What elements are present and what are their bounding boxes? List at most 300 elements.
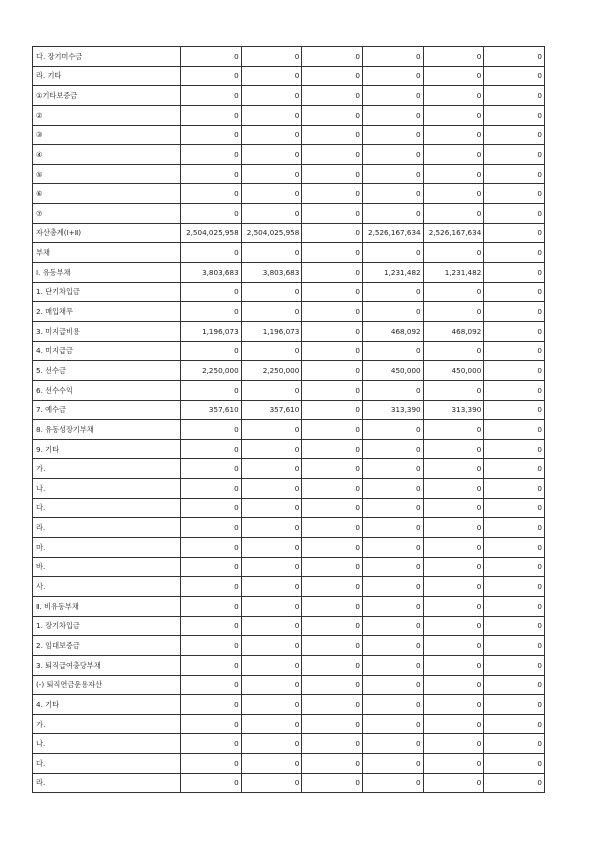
cell-value: 0: [484, 282, 545, 302]
cell-value: 0: [484, 538, 545, 558]
table-row: [33, 557, 545, 577]
cell-value: 0: [423, 754, 484, 774]
cell-value: 0: [484, 125, 545, 145]
cell-value: 0: [241, 380, 302, 400]
cell-value: 0: [302, 105, 363, 125]
balance-sheet-table: [32, 46, 545, 793]
cell-value: 0: [484, 636, 545, 656]
cell-value: 0: [181, 518, 242, 538]
cell-value: 0: [241, 518, 302, 538]
table-row: [33, 361, 545, 381]
cell-value: 0: [241, 145, 302, 165]
cell-value: 0: [423, 459, 484, 479]
cell-value: 357,610: [241, 400, 302, 420]
cell-value: 0: [362, 459, 423, 479]
cell-value: 0: [484, 675, 545, 695]
cell-value: 0: [181, 243, 242, 263]
row-label: 8. 유동성장기부채: [33, 420, 181, 440]
cell-value: 0: [241, 86, 302, 106]
cell-value: 0: [423, 655, 484, 675]
cell-value: 0: [241, 734, 302, 754]
cell-value: 0: [181, 498, 242, 518]
table-row: [33, 380, 545, 400]
cell-value: 0: [362, 714, 423, 734]
cell-value: 0: [423, 498, 484, 518]
row-label: 9. 기타: [33, 439, 181, 459]
table-row: [33, 420, 545, 440]
cell-value: 0: [241, 596, 302, 616]
cell-value: 0: [484, 66, 545, 86]
table-row: [33, 66, 545, 86]
table-body: [33, 47, 545, 793]
cell-value: 0: [362, 47, 423, 67]
table-row: [33, 302, 545, 322]
cell-value: 0: [302, 714, 363, 734]
cell-value: 0: [181, 577, 242, 597]
cell-value: 0: [362, 655, 423, 675]
cell-value: 2,250,000: [241, 361, 302, 381]
cell-value: 0: [423, 420, 484, 440]
cell-value: 0: [302, 636, 363, 656]
cell-value: 313,390: [423, 400, 484, 420]
cell-value: 0: [423, 596, 484, 616]
cell-value: 0: [241, 459, 302, 479]
cell-value: 3,803,683: [181, 263, 242, 283]
row-label: ⑥: [33, 184, 181, 204]
cell-value: 0: [362, 204, 423, 224]
cell-value: 0: [362, 773, 423, 793]
cell-value: 0: [302, 439, 363, 459]
cell-value: 0: [484, 734, 545, 754]
cell-value: 0: [302, 557, 363, 577]
table-row: [33, 321, 545, 341]
row-label: 3. 퇴직급여충당부채: [33, 655, 181, 675]
cell-value: 0: [241, 655, 302, 675]
cell-value: 0: [302, 321, 363, 341]
cell-value: 0: [423, 479, 484, 499]
cell-value: 0: [484, 302, 545, 322]
cell-value: 0: [423, 557, 484, 577]
cell-value: 0: [181, 655, 242, 675]
cell-value: 0: [484, 204, 545, 224]
cell-value: 0: [362, 243, 423, 263]
cell-value: 0: [484, 518, 545, 538]
cell-value: 0: [181, 86, 242, 106]
cell-value: 0: [181, 754, 242, 774]
cell-value: 0: [484, 577, 545, 597]
cell-value: 2,526,167,634: [362, 223, 423, 243]
table-row: [33, 341, 545, 361]
cell-value: 0: [181, 734, 242, 754]
cell-value: 2,504,025,958: [181, 223, 242, 243]
cell-value: 0: [362, 184, 423, 204]
cell-value: 0: [241, 636, 302, 656]
cell-value: 0: [423, 616, 484, 636]
cell-value: 0: [241, 557, 302, 577]
cell-value: 0: [302, 400, 363, 420]
cell-value: 0: [181, 773, 242, 793]
cell-value: 0: [484, 714, 545, 734]
cell-value: 0: [362, 380, 423, 400]
cell-value: 0: [302, 420, 363, 440]
cell-value: 2,250,000: [181, 361, 242, 381]
table-row: [33, 479, 545, 499]
row-label: 4. 기타: [33, 695, 181, 715]
cell-value: 0: [181, 479, 242, 499]
cell-value: 0: [423, 204, 484, 224]
cell-value: 0: [302, 773, 363, 793]
cell-value: 0: [181, 302, 242, 322]
cell-value: 0: [484, 439, 545, 459]
cell-value: 0: [484, 596, 545, 616]
row-label: (-) 퇴직연금운용자산: [33, 675, 181, 695]
cell-value: 2,526,167,634: [423, 223, 484, 243]
cell-value: 0: [241, 479, 302, 499]
cell-value: 0: [302, 282, 363, 302]
cell-value: 0: [302, 361, 363, 381]
cell-value: 1,231,482: [423, 263, 484, 283]
cell-value: 1,231,482: [362, 263, 423, 283]
row-label: 7. 예수금: [33, 400, 181, 420]
table-row: [33, 577, 545, 597]
cell-value: 0: [241, 754, 302, 774]
cell-value: 0: [484, 420, 545, 440]
table-row: [33, 695, 545, 715]
cell-value: 0: [362, 105, 423, 125]
row-label: Ⅱ. 비유동부채: [33, 596, 181, 616]
row-label: Ⅰ. 유동부채: [33, 263, 181, 283]
cell-value: 0: [423, 518, 484, 538]
row-label: 다. 장기미수금: [33, 47, 181, 67]
table-row: [33, 125, 545, 145]
cell-value: 0: [302, 479, 363, 499]
table-row: [33, 86, 545, 106]
cell-value: 0: [241, 66, 302, 86]
cell-value: 0: [423, 636, 484, 656]
table-row: [33, 263, 545, 283]
cell-value: 0: [241, 184, 302, 204]
cell-value: 0: [362, 636, 423, 656]
row-label: ④: [33, 145, 181, 165]
row-label: ②: [33, 105, 181, 125]
cell-value: 0: [423, 577, 484, 597]
cell-value: 0: [484, 361, 545, 381]
row-label: 자산총계(Ⅰ+Ⅱ): [33, 223, 181, 243]
cell-value: 0: [302, 66, 363, 86]
cell-value: 0: [181, 282, 242, 302]
table-row: [33, 282, 545, 302]
cell-value: 0: [362, 145, 423, 165]
row-label: 사.: [33, 577, 181, 597]
cell-value: 468,092: [362, 321, 423, 341]
cell-value: 0: [181, 164, 242, 184]
balance-sheet: [32, 46, 544, 793]
cell-value: 0: [423, 773, 484, 793]
cell-value: 0: [302, 577, 363, 597]
cell-value: 0: [362, 439, 423, 459]
cell-value: 0: [423, 47, 484, 67]
cell-value: 0: [241, 164, 302, 184]
cell-value: 0: [423, 86, 484, 106]
cell-value: 0: [484, 616, 545, 636]
row-label: 1. 단기차입금: [33, 282, 181, 302]
cell-value: 0: [362, 86, 423, 106]
cell-value: 0: [423, 164, 484, 184]
cell-value: 0: [181, 714, 242, 734]
cell-value: 0: [484, 47, 545, 67]
table-row: [33, 734, 545, 754]
cell-value: 0: [302, 675, 363, 695]
cell-value: 0: [241, 773, 302, 793]
row-label: 가.: [33, 459, 181, 479]
cell-value: 0: [423, 734, 484, 754]
cell-value: 0: [362, 498, 423, 518]
cell-value: 0: [362, 164, 423, 184]
cell-value: 0: [423, 184, 484, 204]
cell-value: 0: [181, 695, 242, 715]
cell-value: 0: [302, 655, 363, 675]
cell-value: 0: [423, 380, 484, 400]
cell-value: 0: [302, 459, 363, 479]
cell-value: 0: [181, 66, 242, 86]
cell-value: 0: [241, 577, 302, 597]
cell-value: 0: [181, 439, 242, 459]
cell-value: 0: [484, 479, 545, 499]
cell-value: 0: [484, 459, 545, 479]
cell-value: 0: [302, 302, 363, 322]
row-label: 라.: [33, 518, 181, 538]
cell-value: 0: [241, 204, 302, 224]
cell-value: 3,803,683: [241, 263, 302, 283]
cell-value: 0: [181, 459, 242, 479]
cell-value: 0: [423, 125, 484, 145]
cell-value: 0: [302, 341, 363, 361]
cell-value: 1,196,073: [241, 321, 302, 341]
row-label: 부채: [33, 243, 181, 263]
cell-value: 0: [181, 125, 242, 145]
cell-value: 0: [484, 695, 545, 715]
cell-value: 0: [302, 184, 363, 204]
cell-value: 0: [484, 380, 545, 400]
row-label: 나.: [33, 479, 181, 499]
cell-value: 450,000: [362, 361, 423, 381]
cell-value: 0: [302, 125, 363, 145]
cell-value: 0: [181, 47, 242, 67]
table-row: [33, 754, 545, 774]
cell-value: 0: [362, 616, 423, 636]
table-row: [33, 675, 545, 695]
table-row: [33, 439, 545, 459]
cell-value: 0: [241, 616, 302, 636]
cell-value: 0: [423, 66, 484, 86]
cell-value: 0: [484, 341, 545, 361]
cell-value: 0: [484, 773, 545, 793]
table-row: [33, 145, 545, 165]
cell-value: 0: [484, 164, 545, 184]
row-label: 2. 임대보증금: [33, 636, 181, 656]
cell-value: 0: [484, 498, 545, 518]
cell-value: 0: [181, 105, 242, 125]
row-label: ⑦: [33, 204, 181, 224]
table-row: [33, 773, 545, 793]
cell-value: 0: [302, 518, 363, 538]
cell-value: 0: [362, 125, 423, 145]
cell-value: 0: [181, 596, 242, 616]
cell-value: 0: [181, 616, 242, 636]
cell-value: 0: [302, 616, 363, 636]
cell-value: 0: [181, 557, 242, 577]
row-label: 4. 미지급금: [33, 341, 181, 361]
cell-value: 0: [181, 380, 242, 400]
cell-value: 0: [241, 105, 302, 125]
cell-value: 0: [362, 695, 423, 715]
table-row: [33, 47, 545, 67]
cell-value: 0: [241, 675, 302, 695]
cell-value: 0: [362, 420, 423, 440]
cell-value: 313,390: [362, 400, 423, 420]
cell-value: 0: [241, 498, 302, 518]
table-row: [33, 184, 545, 204]
table-row: [33, 636, 545, 656]
row-label: ⑤: [33, 164, 181, 184]
row-label: 5. 선수금: [33, 361, 181, 381]
cell-value: 0: [362, 302, 423, 322]
cell-value: 0: [302, 204, 363, 224]
cell-value: 0: [484, 223, 545, 243]
cell-value: 0: [423, 282, 484, 302]
cell-value: 0: [423, 714, 484, 734]
table-row: [33, 164, 545, 184]
row-label: 나.: [33, 734, 181, 754]
cell-value: 0: [181, 145, 242, 165]
cell-value: 0: [241, 341, 302, 361]
cell-value: 0: [423, 538, 484, 558]
row-label: 마.: [33, 538, 181, 558]
table-row: [33, 105, 545, 125]
cell-value: 0: [241, 714, 302, 734]
cell-value: 0: [302, 734, 363, 754]
cell-value: 1,196,073: [181, 321, 242, 341]
row-label: 바.: [33, 557, 181, 577]
table-row: [33, 596, 545, 616]
cell-value: 0: [423, 145, 484, 165]
cell-value: 0: [302, 380, 363, 400]
cell-value: 0: [362, 596, 423, 616]
cell-value: 0: [241, 302, 302, 322]
table-row: [33, 714, 545, 734]
table-row: [33, 223, 545, 243]
table-row: [33, 655, 545, 675]
cell-value: 0: [362, 282, 423, 302]
cell-value: 0: [302, 223, 363, 243]
cell-value: 0: [241, 243, 302, 263]
cell-value: 0: [181, 675, 242, 695]
cell-value: 0: [302, 754, 363, 774]
row-label: 가.: [33, 714, 181, 734]
cell-value: 450,000: [423, 361, 484, 381]
row-label: ③: [33, 125, 181, 145]
row-label: 2. 매입채무: [33, 302, 181, 322]
table-row: [33, 204, 545, 224]
cell-value: 0: [423, 243, 484, 263]
cell-value: 0: [302, 695, 363, 715]
cell-value: 0: [241, 282, 302, 302]
cell-value: 0: [484, 263, 545, 283]
cell-value: 2,504,025,958: [241, 223, 302, 243]
row-label: ①기타보증금: [33, 86, 181, 106]
row-label: 다.: [33, 498, 181, 518]
table-row: [33, 459, 545, 479]
table-row: [33, 243, 545, 263]
cell-value: 0: [362, 754, 423, 774]
cell-value: 0: [181, 420, 242, 440]
table-row: [33, 616, 545, 636]
cell-value: 357,610: [181, 400, 242, 420]
cell-value: 0: [362, 479, 423, 499]
row-label: 라. 기타: [33, 66, 181, 86]
cell-value: 0: [423, 675, 484, 695]
cell-value: 0: [423, 341, 484, 361]
cell-value: 0: [423, 302, 484, 322]
cell-value: 0: [423, 105, 484, 125]
row-label: 다.: [33, 754, 181, 774]
cell-value: 0: [241, 125, 302, 145]
row-label: 1. 장기차입금: [33, 616, 181, 636]
cell-value: 0: [484, 86, 545, 106]
cell-value: 0: [423, 439, 484, 459]
cell-value: 0: [362, 518, 423, 538]
cell-value: 0: [362, 577, 423, 597]
cell-value: 0: [181, 341, 242, 361]
cell-value: 0: [484, 145, 545, 165]
row-label: 라.: [33, 773, 181, 793]
cell-value: 468,092: [423, 321, 484, 341]
cell-value: 0: [241, 439, 302, 459]
cell-value: 0: [302, 263, 363, 283]
cell-value: 0: [362, 538, 423, 558]
cell-value: 0: [241, 695, 302, 715]
cell-value: 0: [484, 400, 545, 420]
cell-value: 0: [241, 47, 302, 67]
table-row: [33, 518, 545, 538]
cell-value: 0: [302, 243, 363, 263]
cell-value: 0: [302, 538, 363, 558]
cell-value: 0: [181, 538, 242, 558]
cell-value: 0: [484, 754, 545, 774]
cell-value: 0: [302, 596, 363, 616]
cell-value: 0: [302, 86, 363, 106]
cell-value: 0: [484, 243, 545, 263]
table-row: [33, 498, 545, 518]
table-row: [33, 538, 545, 558]
cell-value: 0: [362, 675, 423, 695]
cell-value: 0: [181, 184, 242, 204]
cell-value: 0: [302, 47, 363, 67]
cell-value: 0: [302, 145, 363, 165]
cell-value: 0: [241, 538, 302, 558]
cell-value: 0: [484, 557, 545, 577]
cell-value: 0: [362, 557, 423, 577]
cell-value: 0: [362, 734, 423, 754]
cell-value: 0: [302, 164, 363, 184]
cell-value: 0: [362, 66, 423, 86]
row-label: 6. 선수수익: [33, 380, 181, 400]
cell-value: 0: [423, 695, 484, 715]
cell-value: 0: [484, 655, 545, 675]
table-row: [33, 400, 545, 420]
cell-value: 0: [181, 204, 242, 224]
cell-value: 0: [362, 341, 423, 361]
